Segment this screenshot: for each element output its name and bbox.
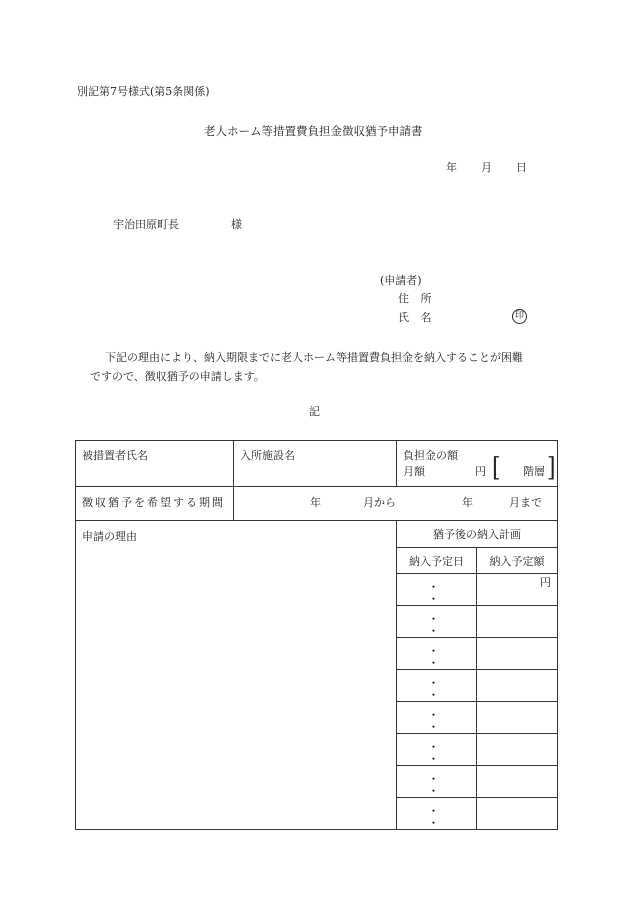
bracket-close-icon: ] xyxy=(547,453,556,484)
due-date-cell[interactable] xyxy=(397,734,477,766)
due-date-dots: ・ ・ xyxy=(427,644,458,670)
due-amount-cell[interactable] xyxy=(477,798,558,830)
due-date-header-cell xyxy=(397,548,477,574)
due-date-dots: ・ ・ xyxy=(427,740,458,766)
ki-heading: 記 xyxy=(309,405,320,418)
due-amount-cell[interactable] xyxy=(477,702,558,734)
due-amount-cell[interactable] xyxy=(477,606,558,638)
due-date-cell[interactable] xyxy=(397,606,477,638)
table-row xyxy=(76,441,558,487)
reason-label: 申請の理由 xyxy=(82,530,137,543)
due-date-header: 納入予定日 xyxy=(409,555,464,568)
due-amount-cell[interactable] xyxy=(477,766,558,798)
resident-name-cell[interactable] xyxy=(76,441,234,487)
burden-amount-label: 負担金の額 xyxy=(403,449,458,462)
due-amount-cell[interactable] xyxy=(477,574,558,606)
due-amount-cell[interactable] xyxy=(477,638,558,670)
due-date-cell[interactable] xyxy=(397,798,477,830)
due-date-cell[interactable] xyxy=(397,638,477,670)
reason-cell[interactable] xyxy=(76,521,397,830)
applicant-heading: (申請者) xyxy=(380,274,422,287)
due-date-dots: ・ ・ xyxy=(427,804,458,830)
plan-header: 猶予後の納入計画 xyxy=(433,528,521,541)
monthly-amount-label: 月額 xyxy=(403,465,425,478)
due-date-dots: ・ ・ xyxy=(427,676,458,702)
seal-mark xyxy=(512,309,527,324)
period-from: 月から xyxy=(363,496,396,509)
due-date-cell[interactable] xyxy=(397,766,477,798)
period-year-1: 年 xyxy=(310,496,321,509)
addressee: 宇治田原町長 xyxy=(113,218,179,231)
tier-label: 階層 xyxy=(523,465,545,478)
due-date-cell[interactable] xyxy=(397,670,477,702)
resident-name-label: 被措置者氏名 xyxy=(82,449,148,462)
seal-icon: 印 xyxy=(512,309,527,324)
due-date-cell[interactable] xyxy=(397,574,477,606)
period-year-2: 年 xyxy=(462,496,473,509)
date-year: 年 xyxy=(446,161,457,174)
yen-unit: 円 xyxy=(475,465,486,478)
application-table xyxy=(75,440,558,830)
due-amount-header-cell xyxy=(477,548,558,574)
form-number: 別記第7号様式(第5条関係) xyxy=(77,85,210,98)
facility-cell[interactable] xyxy=(234,441,397,487)
body-text-line1: 下記の理由により、納入期限までに老人ホーム等措置費負担金を納入することが困難 xyxy=(105,351,523,364)
facility-label: 入所施設名 xyxy=(240,449,295,462)
name-label: 氏 名 xyxy=(398,311,432,324)
due-amount-header: 納入予定額 xyxy=(489,555,545,568)
period-label-cell xyxy=(76,487,234,521)
table-row xyxy=(76,521,558,548)
burden-amount-cell[interactable] xyxy=(397,441,558,487)
period-label: 徴収猶予を希望する期間 xyxy=(82,496,225,509)
date-day: 日 xyxy=(516,161,527,174)
document-title: 老人ホーム等措置費負担金徴収猶予申請書 xyxy=(204,124,423,138)
due-amount-cell[interactable] xyxy=(477,670,558,702)
due-date-dots: ・ ・ xyxy=(427,580,458,606)
due-amount-cell[interactable] xyxy=(477,734,558,766)
due-amount-unit: 円 xyxy=(540,576,551,589)
bracket-open-icon: [ xyxy=(492,453,501,484)
date-month: 月 xyxy=(481,161,492,174)
due-date-dots: ・ ・ xyxy=(427,612,458,638)
due-date-dots: ・ ・ xyxy=(427,708,458,734)
plan-header-cell xyxy=(397,521,558,548)
address-label: 住 所 xyxy=(398,292,432,305)
period-value-cell[interactable] xyxy=(234,487,558,521)
due-date-dots: ・ ・ xyxy=(427,772,458,798)
period-until: 月まで xyxy=(509,496,542,509)
table-row xyxy=(76,487,558,521)
due-date-cell[interactable] xyxy=(397,702,477,734)
honorific: 様 xyxy=(231,218,242,231)
body-text-line2: ですので、徴収猶予の申請します。 xyxy=(90,370,265,383)
